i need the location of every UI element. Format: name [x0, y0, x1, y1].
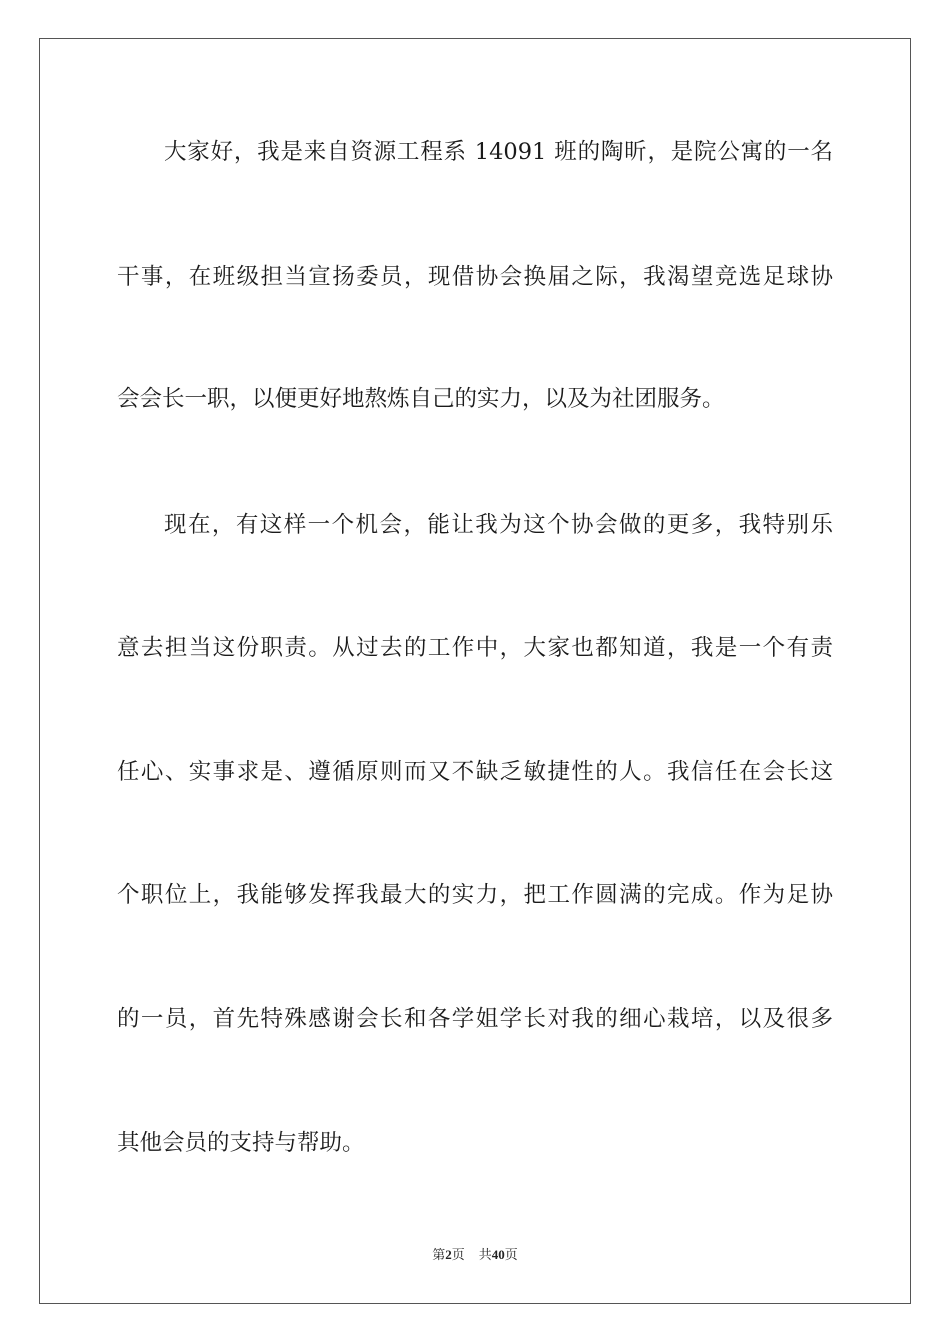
total-pages: 40 [491, 1247, 505, 1262]
page-label-prefix: 第 [432, 1248, 446, 1263]
paragraph-2-line-6: 其他会员的支持与帮助。 [117, 1130, 365, 1156]
paragraph-2-line-5: 的一员，首先特殊感谢会长和各学姐学长对我的细心栽培，以及很多 [117, 1006, 833, 1032]
page-number: 2 [445, 1247, 452, 1262]
paragraph-1-line-3: 会会长一职，以便更好地熬炼自己的实力，以及为社团服务。 [117, 386, 725, 412]
paragraph-2-line-2: 意去担当这份职责。从过去的工作中，大家也都知道，我是一个有责 [117, 635, 833, 661]
paragraph-2-line-3: 任心、实事求是、遵循原则而又不缺乏敏捷性的人。我信任在会长这 [117, 759, 833, 785]
total-label-prefix: 共 [478, 1248, 492, 1263]
page-border [39, 38, 911, 1304]
paragraph-1-line-1: 大家好，我是来自资源工程系 14091 班的陶昕，是院公寓的一名 [164, 139, 833, 165]
total-label-suffix: 页 [504, 1248, 518, 1263]
page-footer [0, 1246, 950, 1265]
page-label-suffix: 页 [451, 1248, 465, 1263]
paragraph-2-line-1: 现在，有这样一个机会，能让我为这个协会做的更多，我特别乐 [164, 512, 833, 538]
paragraph-1-line-2: 干事，在班级担当宣扬委员，现借协会换届之际，我渴望竞选足球协 [117, 264, 833, 290]
paragraph-2-line-4: 个职位上，我能够发挥我最大的实力，把工作圆满的完成。作为足协 [117, 882, 833, 908]
